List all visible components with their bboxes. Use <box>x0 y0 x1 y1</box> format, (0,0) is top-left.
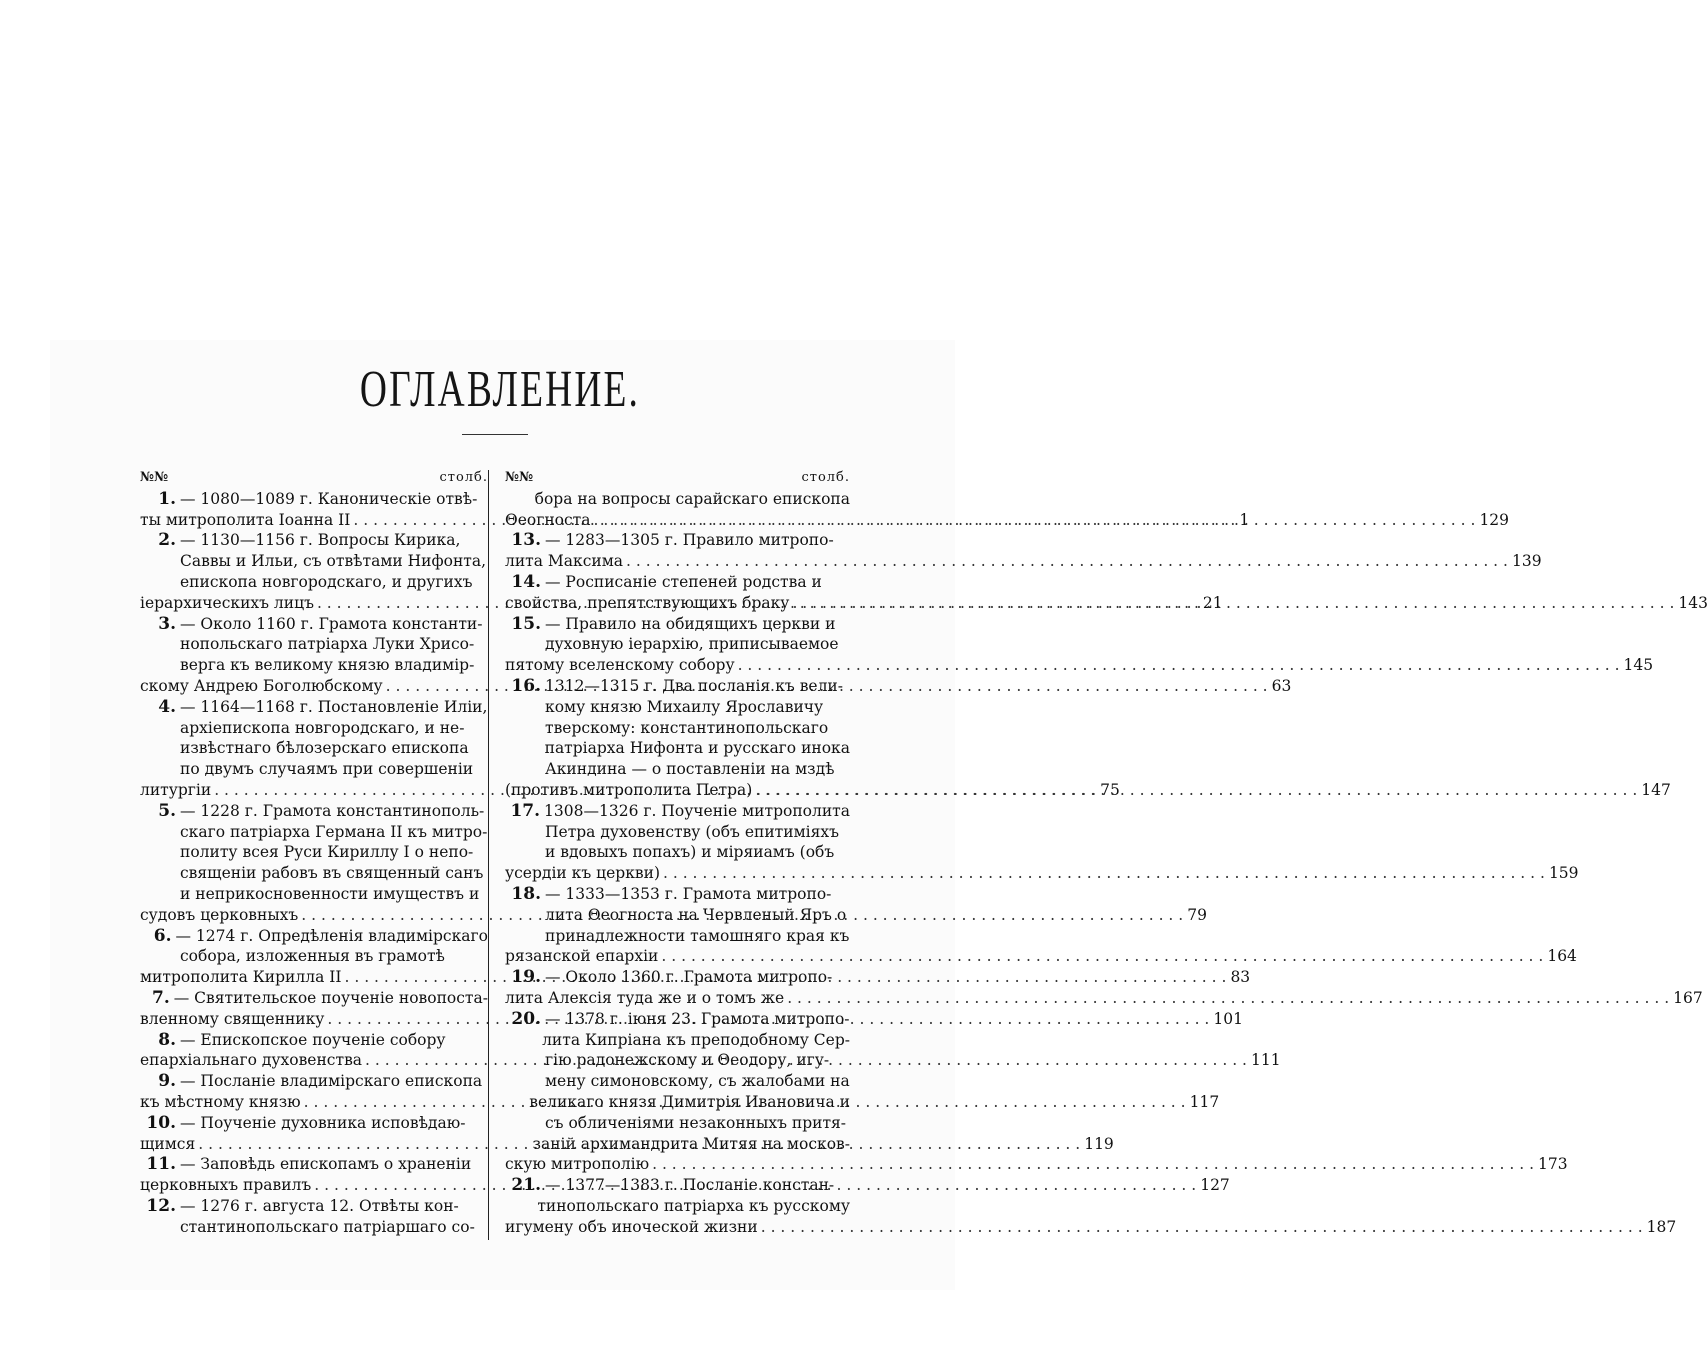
entry-text: (противъ митрополита Петра) <box>505 780 753 799</box>
toc-entry-line <box>140 614 488 635</box>
entry-number: 6. <box>153 925 172 946</box>
header-column: столб. <box>439 470 488 485</box>
dot-leader <box>755 780 1637 801</box>
toc-entry-line <box>505 1196 850 1217</box>
dot-leader <box>761 1217 1643 1238</box>
entry-text: ты митрополита Іоанна II <box>140 510 351 529</box>
entry-page: 119 <box>1084 1134 1114 1153</box>
entry-text: — 1130—1156 г. Вопросы Кирика, <box>180 531 461 550</box>
dot-leader <box>787 988 1669 1009</box>
entry-text: къ мѣстному князю <box>140 1092 301 1111</box>
entry-text: извѣстнаго бѣлозерскаго епископа <box>180 739 469 758</box>
toc-entry-line <box>505 946 1577 967</box>
toc-entry-line <box>505 1092 850 1113</box>
entry-text: Петра духовенству (объ епитиміяхъ <box>545 822 839 841</box>
toc-entry-line <box>140 926 488 947</box>
dot-leader <box>792 593 1674 614</box>
toc-entry-line <box>505 718 850 739</box>
toc-entry-line <box>505 655 1654 676</box>
toc-entry-line <box>140 634 488 655</box>
entry-text: священіи рабовъ въ священный санъ <box>180 864 484 883</box>
entry-page: 1 <box>1239 510 1250 529</box>
toc-entry-line <box>505 1030 850 1051</box>
entry-number: 21. <box>511 1175 541 1196</box>
toc-entry-line <box>140 822 488 843</box>
header-number: №№ <box>505 470 534 485</box>
entry-text: нопольскаго патріарха Луки Хрисо- <box>180 635 475 654</box>
entry-page: 159 <box>1548 864 1579 883</box>
entry-number: 20. <box>511 1008 541 1029</box>
entry-number: 3. <box>158 613 176 634</box>
toc-entry-line <box>505 510 1510 531</box>
entry-page: 63 <box>1271 676 1292 695</box>
entry-text: лита Алексія туда же и о томъ же <box>505 988 785 1007</box>
toc-entry <box>140 1196 488 1238</box>
entry-text: — Около 1360 г. Грамота митропо- <box>545 968 833 987</box>
entry-text: патріарха Нифонта и русскаго инока <box>544 739 850 758</box>
entry-text: тверскому: константинопольскаго <box>545 718 829 737</box>
entry-text: Θеогноста <box>505 510 591 529</box>
page-title: ОГЛАВЛЕНИЕ. <box>359 361 641 418</box>
entry-page: 173 <box>1538 1155 1568 1174</box>
entry-text: — Посланіе владимірскаго епископа <box>180 1072 483 1091</box>
entry-text: — Около 1160 г. Грамота константи- <box>180 614 483 633</box>
entry-number: 19. <box>511 967 541 988</box>
toc-entry-line <box>505 634 850 655</box>
entry-text: свойства, препятствующихъ браку <box>505 593 790 612</box>
entry-text: заній архимандрита Митяя на москов- <box>532 1134 850 1153</box>
entry-text: — Заповѣдь епископамъ о храненіи <box>180 1155 472 1174</box>
column-header <box>505 468 850 489</box>
column-divider <box>488 470 489 1240</box>
toc-entry <box>505 800 1579 884</box>
entry-text: 1312—1315 г. Два посланія къ вели- <box>545 676 844 695</box>
entry-page: 129 <box>1479 510 1510 529</box>
entry-text: съ обличеніями незаконныхъ притя- <box>545 1113 847 1132</box>
entry-page: 117 <box>1189 1092 1220 1111</box>
entry-number: 15. <box>511 613 541 634</box>
toc-entry-line <box>140 655 488 676</box>
entry-text: епархіальнаго духовенства <box>140 1051 363 1070</box>
entry-page: 21 <box>1202 593 1223 612</box>
entry-text: политу всея Руси Кириллу I о непо- <box>180 843 474 862</box>
toc-entry-line <box>140 1154 488 1175</box>
title-rule <box>462 434 528 435</box>
entry-text: — 1164—1168 г. Постановленіе Иліи, <box>180 697 488 716</box>
entry-text: — Святительское поученіе новопоста- <box>173 988 488 1007</box>
entry-text: пятому вселенскому собору <box>505 656 735 675</box>
entry-text: іерархическихъ лицъ <box>140 593 314 612</box>
entry-text: и неприкосновенности имуществъ и <box>180 884 480 903</box>
entry-text: — Поученіе духовника исповѣдаю- <box>180 1113 466 1132</box>
entry-text: лита Θеогноста на Червленый Яръ о <box>545 905 847 924</box>
entry-text: бора на вопросы сарайскаго епископа <box>534 489 850 508</box>
entry-number: 10. <box>146 1112 176 1133</box>
toc-entry <box>505 530 1542 572</box>
toc-entry-line <box>140 551 488 572</box>
entry-number: 12. <box>146 1195 176 1216</box>
entry-text: Акиндина — о поставленіи на мздѣ <box>545 760 835 779</box>
entry-text: рязанской епархіи <box>505 947 659 966</box>
toc-entry-line <box>140 1071 488 1092</box>
entry-page: 139 <box>1511 552 1542 571</box>
entry-text: Саввы и Ильи, съ отвѣтами Нифонта, <box>180 552 487 571</box>
toc-entry-line <box>505 1175 850 1196</box>
toc-entry-line <box>140 988 488 1009</box>
entry-text: усердіи къ церкви) <box>505 864 660 883</box>
entry-page: 145 <box>1623 656 1654 675</box>
entry-number: 5. <box>158 800 176 821</box>
entry-text: 1308—1326 г. Поученіе митрополита <box>544 801 850 820</box>
toc-entry-line <box>505 1050 850 1071</box>
entry-page: 187 <box>1646 1217 1677 1236</box>
toc-entry-line <box>505 1154 1568 1175</box>
toc-entry-line <box>505 842 850 863</box>
toc-entry-line <box>140 946 488 967</box>
dot-leader <box>663 863 1545 884</box>
toc-entry-line <box>505 1134 850 1155</box>
toc-entry-line <box>140 842 488 863</box>
toc-entry-line <box>140 572 488 593</box>
toc-entry <box>505 489 1510 531</box>
toc-entry-line <box>140 1030 488 1051</box>
toc-entry-line <box>140 489 488 510</box>
toc-entry-line <box>505 801 850 822</box>
entry-text: — 1274 г. Опредѣленія владимірскаго <box>175 926 488 945</box>
entry-text: духовную іерархію, приписываемое <box>545 635 839 654</box>
toc-entry-line <box>505 489 850 510</box>
entry-text: — 1378 г. іюня 23. Грамота митропо- <box>545 1009 850 1028</box>
entry-number: 1. <box>158 488 176 509</box>
toc-entry-line <box>505 697 850 718</box>
entry-number: 7. <box>152 987 170 1008</box>
toc-entry-line <box>140 1217 488 1238</box>
column-header <box>140 468 488 489</box>
toc-entry-line <box>140 801 488 822</box>
toc-entry-line <box>140 863 488 884</box>
entry-text: — 1276 г. августа 12. Отвѣты кон- <box>180 1196 459 1215</box>
toc-entry-line <box>505 884 850 905</box>
entry-page: 147 <box>1641 780 1671 799</box>
entry-text: принадлежности тамошняго края къ <box>545 926 850 945</box>
entry-text: — 1080—1089 г. Каноническіе отвѣ- <box>180 489 478 508</box>
entry-text: по двумъ случаямъ при совершеніи <box>180 760 474 779</box>
toc-entry-line <box>140 759 488 780</box>
toc-entry-line <box>505 988 1703 1009</box>
entry-text: — Епископское поученіе собору <box>180 1030 446 1049</box>
toc-entry-line <box>505 1071 850 1092</box>
entry-text: собора, изложенныя въ грамотѣ <box>180 947 445 966</box>
entry-text: — Росписаніе степеней родства и <box>545 572 822 591</box>
toc-entry-line <box>505 967 850 988</box>
entry-text: скаго патріарха Германа II къ митро- <box>180 822 488 841</box>
toc-entry-line <box>505 759 850 780</box>
toc-entry-line <box>140 884 488 905</box>
entry-text: литургіи <box>140 780 212 799</box>
dot-leader <box>738 655 1620 676</box>
entry-number: 17. <box>510 800 541 821</box>
entry-number: 9. <box>158 1071 176 1092</box>
toc-entry-line <box>505 1113 850 1134</box>
toc-entry-line <box>505 1217 1677 1238</box>
entry-text: великаго князя Димитрія Ивановича и <box>529 1092 850 1111</box>
entry-text: гію радонежскому и Θеодору, игу- <box>545 1051 830 1070</box>
entry-text: — 1377—1383 г. Посланіе констан- <box>545 1176 835 1195</box>
toc-entry-line <box>505 530 850 551</box>
entry-number: 8. <box>158 1029 176 1050</box>
dot-leader <box>594 510 1476 531</box>
entry-page: 83 <box>1230 968 1251 987</box>
entry-text: архіепископа новгородскаго, и не- <box>180 718 465 737</box>
entry-page: 164 <box>1547 947 1577 966</box>
entry-text: епископа новгородскаго, и другихъ <box>180 572 473 591</box>
entry-text: вленному священнику <box>140 1009 325 1028</box>
toc-entry-line <box>505 551 1542 572</box>
dot-leader <box>652 1154 1534 1175</box>
entry-number: 18. <box>511 883 541 904</box>
entry-page: 127 <box>1200 1176 1230 1195</box>
entry-text: щимся <box>140 1134 196 1153</box>
entry-text: митрополита Кирилла II <box>140 968 342 987</box>
entry-text: скую митрополію <box>505 1155 650 1174</box>
toc-entry-line <box>505 676 850 697</box>
toc-entry-line <box>140 1113 488 1134</box>
entry-text: лита Максима <box>505 552 624 571</box>
toc-entry-line <box>505 863 1579 884</box>
toc-entry-line <box>140 530 488 551</box>
entry-number: 16. <box>511 675 541 696</box>
dot-leader <box>661 946 1543 967</box>
toc-entry-line <box>505 926 850 947</box>
entry-text: — 1228 г. Грамота константинополь- <box>180 801 485 820</box>
toc-entry-line <box>140 697 488 718</box>
entry-text: кому князю Михаилу Ярославичу <box>545 697 824 716</box>
entry-text: — 1333—1353 г. Грамота митропо- <box>545 884 832 903</box>
entry-text: и вдовыхъ попахъ) и міряиамъ (объ <box>545 843 835 862</box>
entry-text: тинопольскаго патріарха къ русскому <box>537 1196 850 1215</box>
toc-entry-line <box>505 905 850 926</box>
entry-page: 143 <box>1678 593 1708 612</box>
entry-text: стантинопольскаго патріаршаго со- <box>180 1217 475 1236</box>
toc-entry-line <box>140 738 488 759</box>
entry-page: 79 <box>1187 905 1207 924</box>
toc-entry-line <box>140 1196 488 1217</box>
header-column: столб. <box>801 470 850 485</box>
toc-entry-line <box>505 614 850 635</box>
entry-number: 14. <box>511 571 541 592</box>
entry-text: судовъ церковныхъ <box>140 905 299 924</box>
entry-text: — 1283—1305 г. Правило митропо- <box>545 531 834 550</box>
toc-entry-line <box>140 718 488 739</box>
entry-number: 4. <box>158 696 176 717</box>
toc-entry <box>505 613 1654 676</box>
entry-page: 101 <box>1213 1009 1243 1028</box>
toc-entry-line <box>505 1009 850 1030</box>
entry-page: 167 <box>1673 988 1703 1007</box>
entry-number: 11. <box>146 1154 176 1175</box>
entry-text: скому Андрею Боголюбскому <box>140 676 383 695</box>
toc-entry-line <box>505 572 850 593</box>
entry-text: мену симоновскому, съ жалобами на <box>545 1072 850 1091</box>
dot-leader <box>626 551 1508 572</box>
entry-page: 111 <box>1250 1051 1281 1070</box>
toc-entry-line <box>505 822 850 843</box>
entry-text: верга къ великому князю владимір- <box>180 656 475 675</box>
header-number: №№ <box>140 470 169 485</box>
entry-number: 2. <box>158 530 176 551</box>
entry-text: игумену объ иноческой жизни <box>505 1217 758 1236</box>
entry-number: 13. <box>511 530 541 551</box>
entry-text: — Правило на обидящихъ церкви и <box>545 614 836 633</box>
entry-page: 75 <box>1100 780 1120 799</box>
entry-text: церковныхъ правилъ <box>140 1176 312 1195</box>
entry-text: лита Кипріана къ преподобному Сер- <box>542 1030 850 1049</box>
toc-entry-line <box>505 738 850 759</box>
